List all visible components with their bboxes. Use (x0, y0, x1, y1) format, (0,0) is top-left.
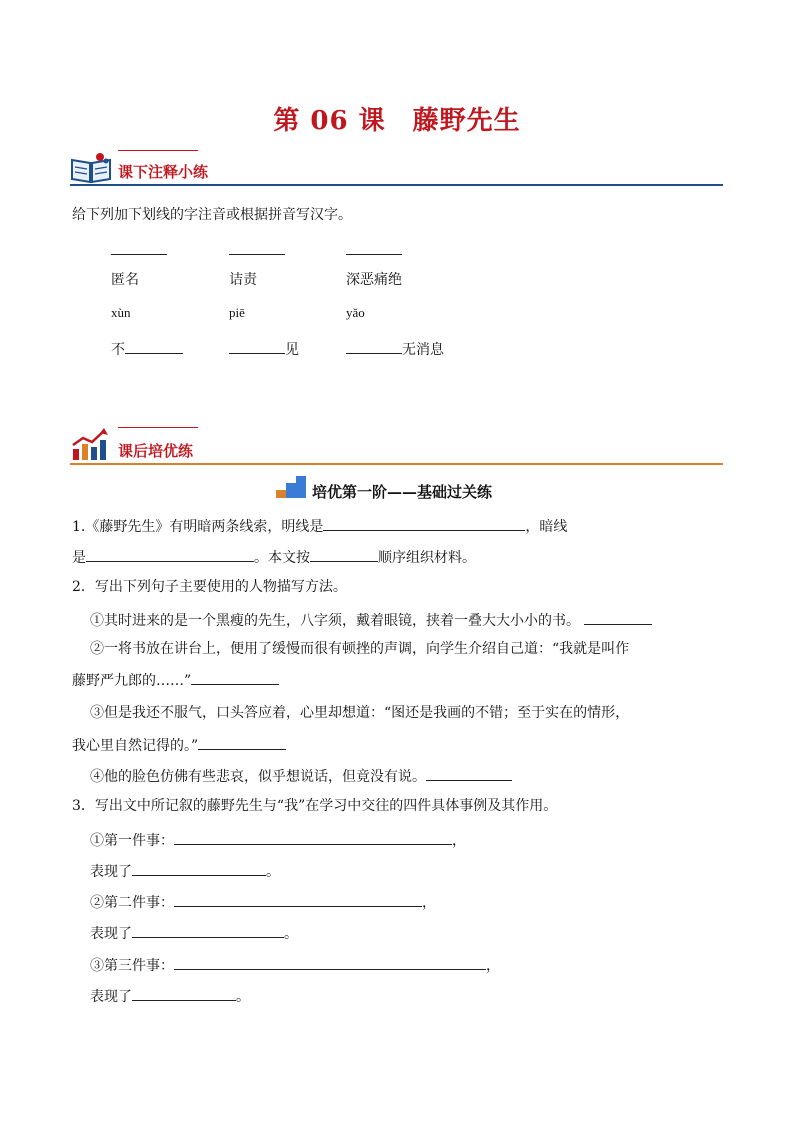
q1-text-c: 是 (72, 550, 86, 566)
q2-item-2b (72, 670, 279, 690)
event-1-showed-row (90, 861, 280, 881)
event-2-label: ②第二件事： (90, 895, 174, 911)
event-2-showed-row (90, 923, 298, 943)
q2-item-4-text: ④他的脸色仿佛有些悲哀，似乎想说话，但竟没有说。 (90, 769, 426, 785)
q1-text-a: 1.《藤野先生》有明暗两条线索，明线是 (72, 519, 324, 535)
steps-icon (276, 474, 306, 498)
event-3-showed-row (90, 986, 250, 1006)
q1-blank-order[interactable] (310, 547, 378, 562)
q2-item-1-blank[interactable] (584, 610, 652, 625)
q1-blank-mainline[interactable] (323, 516, 525, 531)
q2-item-2a: ②一将书放在讲台上，便用了缓慢而很有顿挫的声调，向学生介绍自己道：“我就是叫作 (90, 641, 630, 657)
q2-item-4-blank[interactable] (426, 766, 512, 781)
section1-accent-line (118, 150, 198, 151)
word-3: 深恶痛绝 (346, 272, 402, 288)
fill-last-suffix: 无消息 (402, 342, 444, 358)
event-3-showed-label: 表现了 (90, 989, 132, 1005)
event-3-period: 。 (236, 989, 250, 1005)
section2-label: 课后培优练 (118, 442, 194, 460)
fill-row-1 (111, 339, 183, 359)
pinyin-1: xùn (111, 305, 131, 320)
q2-item-3b-text: 我心里自然记得的。” (72, 738, 199, 754)
section1-rule (70, 184, 723, 186)
question-2: 2．写出下列句子主要使用的人物描写方法。 (72, 579, 347, 595)
fill-prefix: 不 (111, 342, 125, 358)
event-1-blank[interactable] (174, 830, 452, 845)
event-3-row (90, 955, 500, 975)
q2-item-4 (90, 766, 512, 786)
book-icon (70, 152, 112, 184)
blank-word-2[interactable] (229, 254, 285, 255)
blank-word-3[interactable] (346, 254, 402, 255)
fill-blank-2[interactable] (229, 339, 285, 354)
q1-text-d: 。本文按 (254, 550, 310, 566)
event-3-blank[interactable] (174, 955, 486, 970)
event-2-showed-blank[interactable] (132, 923, 284, 938)
question-1-line-1 (72, 516, 567, 536)
event-1-comma: ， (452, 833, 466, 849)
section2-rule (70, 463, 723, 465)
section1-label: 课下注释小练 (118, 163, 209, 181)
event-1-label: ①第一件事： (90, 833, 174, 849)
page-title: 第 06 课 藤野先生 (273, 106, 521, 136)
q1-text-b: ，暗线 (525, 519, 568, 535)
q1-text-e: 顺序组织材料。 (378, 550, 476, 566)
q2-item-3a: ③但是我还不服气，口头答应着，心里却想道：“图还是我画的不错；至于实在的情形， (90, 705, 630, 721)
event-2-blank[interactable] (174, 892, 422, 907)
word-1: 匿名 (111, 272, 139, 288)
section2-accent-line (118, 427, 198, 428)
event-2-showed-label: 表现了 (90, 926, 132, 942)
blank-word-1[interactable] (111, 254, 167, 255)
question-1-line-2 (72, 547, 476, 567)
event-1-period: 。 (266, 864, 280, 880)
event-1-showed-blank[interactable] (132, 861, 266, 876)
event-2-row (90, 892, 436, 912)
q1-blank-hiddenline[interactable] (86, 547, 254, 562)
event-1-showed-label: 表现了 (90, 864, 132, 880)
event-2-comma: ， (422, 895, 436, 911)
q2-item-1-text: ①其时进来的是一个黑瘦的先生，八字须，戴着眼镜，挟着一叠大大小小的书。 (90, 613, 580, 629)
event-3-comma: ， (486, 958, 500, 974)
q2-item-3b (72, 735, 286, 755)
question-3: 3．写出文中所记叙的藤野先生与“我”在学习中交往的四件具体事例及其作用。 (72, 798, 558, 814)
event-3-label: ③第三件事： (90, 958, 174, 974)
fill-middle-suffix: 见 (285, 342, 299, 358)
q2-item-1 (90, 610, 652, 630)
rising-chart-icon (70, 427, 110, 461)
q2-item-2b-text: 藤野严九郎的……” (72, 673, 192, 689)
section1-instruction: 给下列加下划线的字注音或根据拼音写汉字。 (72, 207, 352, 223)
event-3-showed-blank[interactable] (132, 986, 236, 1001)
q2-item-2-blank[interactable] (191, 670, 279, 685)
pinyin-3: yǎo (346, 305, 365, 320)
subheading: 培优第一阶——基础过关练 (312, 483, 493, 501)
event-2-period: 。 (284, 926, 298, 942)
fill-blank-3[interactable] (346, 339, 402, 354)
fill-blank-1[interactable] (125, 339, 183, 354)
word-2: 诘责 (229, 272, 257, 288)
pinyin-2: piē (229, 305, 245, 320)
fill-row-3 (346, 339, 444, 359)
fill-row-2 (229, 339, 299, 359)
event-1-row (90, 830, 466, 850)
q2-item-3-blank[interactable] (198, 735, 286, 750)
